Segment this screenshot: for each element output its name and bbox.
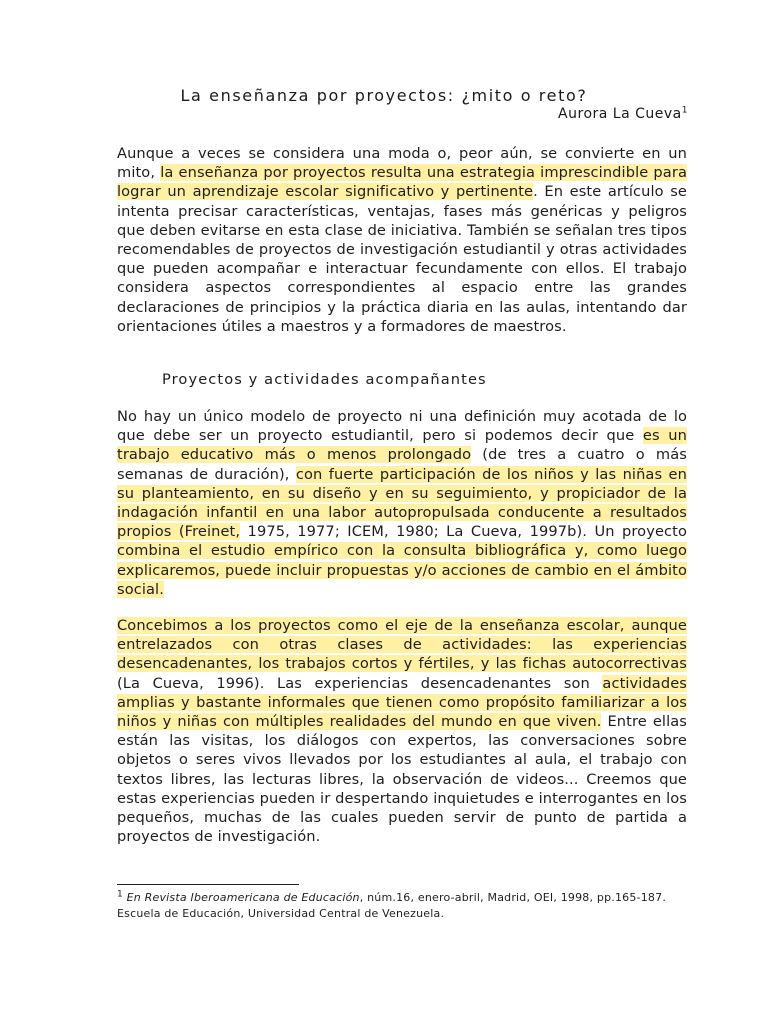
author-name: Aurora La Cueva — [558, 106, 682, 122]
footnote-affiliation: Escuela de Educación, Universidad Central de Venezuela. — [117, 907, 445, 920]
section-heading: Proyectos y actividades acompañantes — [162, 371, 487, 388]
text-run: No hay un único modelo de proyecto ni una definición muy acotada de lo que debe ser un proyecto estudiantil, pero si podemos decir que — [117, 408, 687, 445]
text-run: (de tres a cuatro o más semanas de duración), — [117, 446, 687, 483]
author-footnote-mark: 1 — [681, 105, 688, 116]
highlighted-text: combina el estudio empírico con la consulta bibliográfica y, como luego explicaremos, puede incluir propuestas y/o acciones de cambio en el ámbito social. — [117, 542, 687, 598]
abstract-paragraph — [117, 144, 687, 336]
footnote-citation — [117, 890, 697, 906]
highlighted-text: actividades amplias y bastante informales que tienen como propósito familiarizar a los niños y niñas con múltiples realidades del mundo en que viven. — [117, 674, 687, 731]
text-run: Aunque a veces se considera una moda o, peor aún, se convierte en un mito, — [117, 145, 687, 182]
footnote — [117, 890, 697, 922]
highlighted-text: la enseñanza por proyectos resulta una estrategia imprescindible para lograr un aprendizaje escolar significativo y pertinente — [117, 164, 687, 201]
footnote-mark: 1 — [117, 889, 123, 900]
body-paragraph-1 — [117, 407, 687, 599]
text-run: Entre ellas están las visitas, los diálogos con expertos, las conversaciones sobre objetos o seres vivos llevados por los estudiantes al aula, el trabajo con textos libres, las lecturas libres, la observación de videos... Creemos que estas experiencias pueden ir despertando inquietudes e interrogantes en los pequeños, muchas de las cuales pueden servir de punto de partida a proyectos de investigación. — [117, 713, 687, 846]
author-line — [558, 106, 688, 122]
document-title: La enseñanza por proyectos: ¿mito o reto? — [180, 86, 588, 105]
text-run: (La Cueva, 1996). Las experiencias desencadenantes son — [117, 674, 603, 692]
footnote-details: , núm.16, enero-abril, Madrid, OEI, 1998, pp.165-187. — [359, 891, 667, 904]
body-paragraph-2 — [117, 616, 687, 846]
text-run: . En este artículo se intenta precisar características, ventajas, fases más genéricas y peligros que deben evitarse en esta clase de iniciativa. También se señalan tres tipos recomendables de proyectos de investigación estudiantil y otras actividades que pueden acompañar e interactuar fecundamente con ellos. El trabajo considera aspectos correspondientes al espacio entre las grandes declaraciones de principios y la práctica diaria en las aulas, intentando dar orientaciones útiles a maestros y a formadores de maestros. — [117, 183, 687, 335]
highlighted-text: con fuerte participación de los niños y las niñas en su planteamiento, en su diseño y en su seguimiento, y propiciador de la indagación infantil en una labor autopropulsada conducente a resultados propios (Freinet, — [117, 465, 687, 541]
text-run: 1975, 1977; ICEM, 1980; La Cueva, 1997b). Un proyecto — [240, 523, 688, 541]
highlighted-text: es un trabajo educativo más o menos prolongado — [117, 427, 687, 464]
footnote-source: En Revista Iberoamericana de Educación — [126, 891, 360, 904]
highlighted-text: Concebimos a los proyectos como el eje de la enseñanza escolar, aunque entrelazados con otras clases de actividades: las experiencias desencadenantes, los trabajos cortos y fértiles, y las fichas autocorrectivas — [117, 617, 687, 673]
footnote-divider — [117, 884, 299, 885]
